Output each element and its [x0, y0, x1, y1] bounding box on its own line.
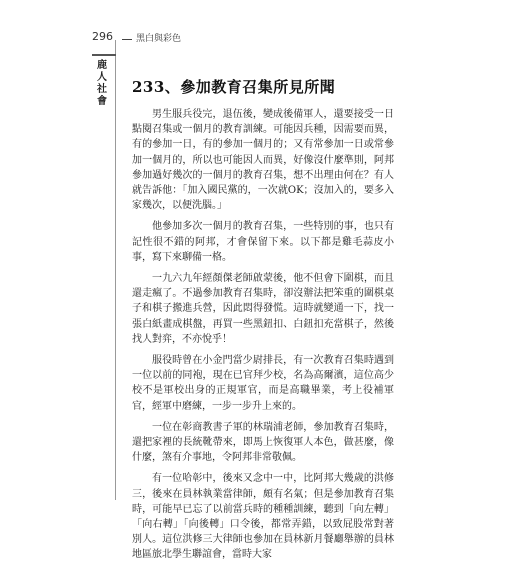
vertical-margin-rule — [115, 40, 116, 500]
paragraph: 他參加多次一個月的教育召集，一些特別的事，也只有記性很不錯的阿邦，才會保留下來。以下都是雞毛蒜皮小事，寫下來聊備一格。 — [132, 221, 394, 263]
header-divider — [122, 39, 132, 40]
running-book-title: 黑白與彩色 — [136, 34, 182, 44]
paragraph: 有一位哈彰中，後來又念中一中，比阿邦大幾歲的洪修三，後來在員林執業當律師，頗有名氣；但是參加教育召集時，可能早已忘了以前當兵時的種種訓練，聽到「向左轉」「向右轉」「向後轉」口令後，都常弄錯，以致屁股常對著別人。這位洪修三大律師也參加在員林新月餐廳舉辦的員林地區旅北學生聯誼會，當時大家 — [132, 473, 394, 561]
paragraph: 服役時曾在小金門當少尉排長，有一次教育召集時遇到一位以前的同袍，現在已官拜少校，名為高爾濱，這位高少校不是軍校出身的正規軍官，而是高職畢業，考上役補軍官，經軍中磨練，一步一步升上來的。 — [132, 355, 394, 412]
page-number: 296 — [92, 30, 113, 43]
paragraph: 男生服兵役完，退伍後，變成後備軍人，還要接受一日點閱召集或一個月的教育訓練。可能因兵種，因需要而異，有的參加一日，有的參加一個月的；又有常參加一日或常參加一個月的，所以也可能因人而異，好像沒什麼準則，阿邦參加過好幾次的一個月的教育召集，想不出理由何在？有人就告訴他：「加入國民黨的，一次就OK；沒加入的，要多入家幾次，以便洗腦。」 — [132, 109, 394, 212]
running-header — [92, 30, 492, 48]
article-body — [132, 76, 394, 569]
section-marker-rule — [92, 54, 116, 56]
paragraph: 一九六九年經顏傑老師啟蒙後，他不但會下圍棋，而且還走瘋了。不過參加教育召集時，卻沒辦法把笨重的圍棋桌子和棋子搬進兵營，因此悶得發慌。這時就變通一下，找一張白紙畫成棋盤，再買一些黑鈕扣、白鈕扣充當棋子，然後找人對弈，不亦悅乎！ — [132, 273, 394, 345]
article-title: 233、參加教育召集所見所聞 — [132, 78, 336, 96]
section-label: 鹿人社會 — [97, 60, 107, 107]
paragraph: 一位在彰商教書子軍的林瑞浦老師，參加教育召集時，還把家裡的長統靴帶來，即馬上恢復軍人本色，做甚麼，像什麼，煞有介事地，令阿邦非常敬佩。 — [132, 421, 394, 464]
